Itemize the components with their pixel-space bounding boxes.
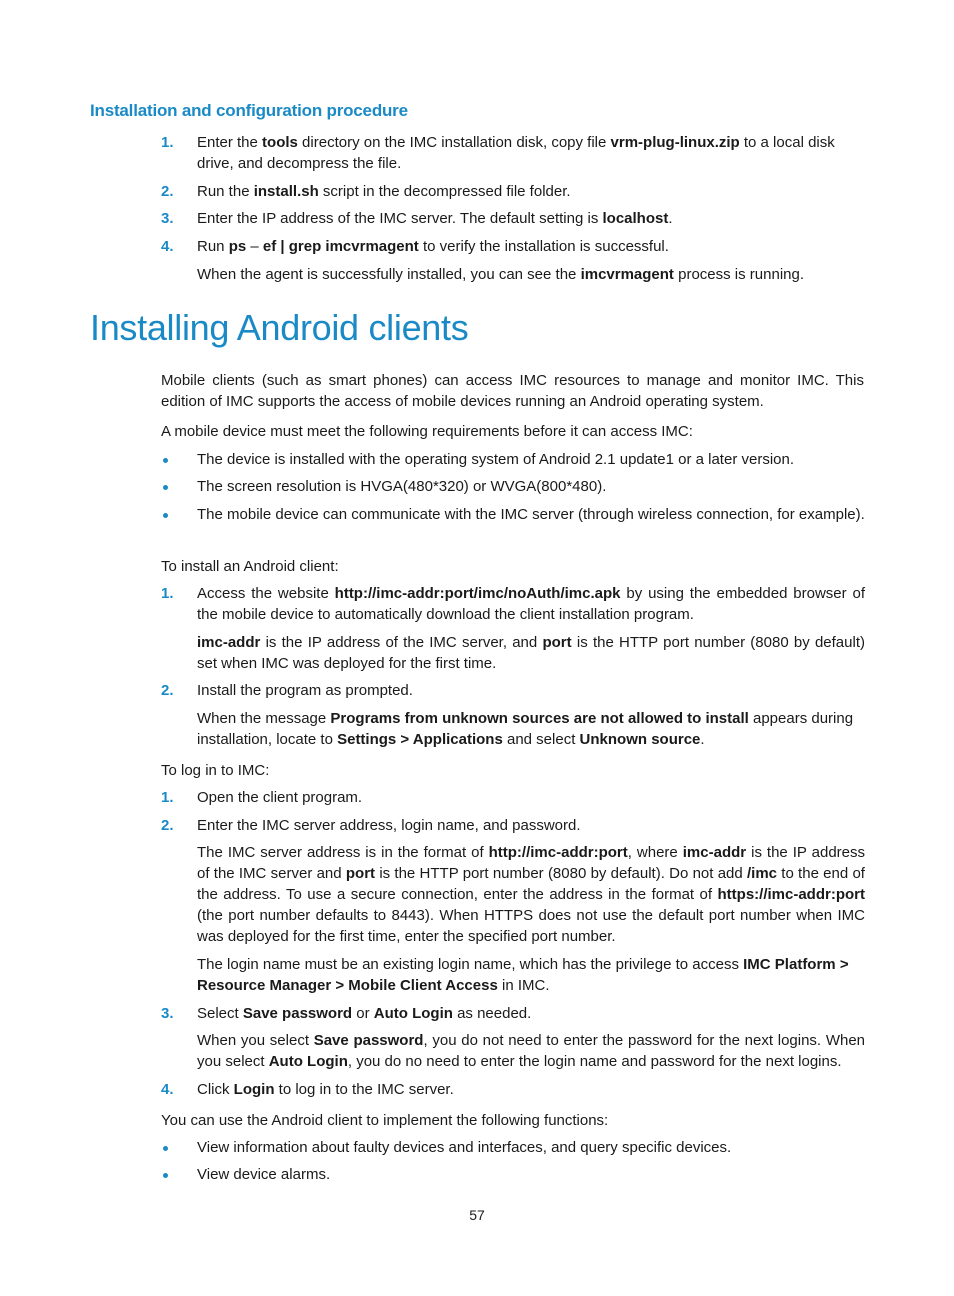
functions-lead: You can use the Android client to implement the following functions: bbox=[161, 1112, 609, 1129]
procedure-step-2: Run the install.sh script in the decompressed file folder. bbox=[197, 183, 571, 200]
bullet-icon bbox=[163, 1146, 168, 1151]
function-item: View information about faulty devices and interfaces, and query specific devices. bbox=[197, 1139, 732, 1156]
step-number: 3. bbox=[161, 210, 174, 227]
procedure-step-4: Run ps – ef | grep imcvrmagent to verify the installation is successful. bbox=[197, 238, 669, 255]
step-number: 4. bbox=[161, 238, 174, 255]
step-number: 2. bbox=[161, 183, 174, 200]
chapter-title: Installing Android clients bbox=[90, 307, 469, 348]
bullet-icon bbox=[163, 1173, 168, 1178]
step-number: 1. bbox=[161, 134, 174, 151]
intro-paragraph: Mobile clients (such as smart phones) can access IMC resources to manage and monitor IMC. This edition of IMC supports the access of mobile devices running an Android operating system. bbox=[161, 372, 864, 410]
login-lead: To log in to IMC: bbox=[161, 762, 270, 779]
section-title: Installation and configuration procedure bbox=[90, 101, 408, 120]
step-number: 1. bbox=[161, 585, 174, 602]
install-step-1-note: imc-addr is the IP address of the IMC server, and port is the HTTP port number (8080 by default) set when IMC was deployed for the first time. bbox=[197, 634, 865, 672]
install-step-2-note: When the message Programs from unknown sources are not allowed to install appears during installation, locate to Settings > Applications and select Unknown source. bbox=[197, 710, 854, 748]
bullet-icon bbox=[163, 513, 168, 518]
step-number: 2. bbox=[161, 682, 174, 699]
step-number: 1. bbox=[161, 789, 174, 806]
requirements-lead: A mobile device must meet the following requirements before it can access IMC: bbox=[161, 423, 693, 440]
procedure-step-1: Enter the tools directory on the IMC installation disk, copy file vrm-plug-linux.zip to a local disk drive, and decompress the file. bbox=[197, 134, 835, 172]
function-item: View device alarms. bbox=[197, 1166, 331, 1183]
procedure-note: When the agent is successfully installed, you can see the imcvrmagent process is running. bbox=[197, 266, 805, 283]
install-lead: To install an Android client: bbox=[161, 558, 339, 575]
login-step-3-note: When you select Save password, you do not need to enter the password for the next logins. When you select Auto Login, you do no need to enter the login name and password for the next logins. bbox=[197, 1032, 866, 1070]
login-step-3: Select Save password or Auto Login as needed. bbox=[197, 1005, 532, 1022]
page-number: 57 bbox=[469, 1207, 485, 1223]
login-step-4: Click Login to log in to the IMC server. bbox=[197, 1081, 454, 1098]
requirement-item: The device is installed with the operating system of Android 2.1 update1 or a later version. bbox=[197, 451, 795, 468]
bullet-icon bbox=[163, 485, 168, 490]
bullet-icon bbox=[163, 458, 168, 463]
login-step-2-note: The IMC server address is in the format of http://imc-addr:port, where imc-addr is the IP address of the IMC server and port is the HTTP port number (8080 by default). Do not add /imc to the end of the address. To use a secure connection, enter the address in the format of https://imc-addr:port (the port number defaults to 8443). When HTTPS does not use the default port number when IMC was deployed for the first time, enter the specified port number. bbox=[197, 844, 866, 945]
step-number: 4. bbox=[161, 1081, 174, 1098]
step-number: 2. bbox=[161, 817, 174, 834]
requirement-item: The screen resolution is HVGA(480*320) or WVGA(800*480). bbox=[197, 478, 607, 495]
requirement-item: The mobile device can communicate with the IMC server (through wireless connection, for example). bbox=[197, 506, 865, 523]
install-step-1: Access the website http://imc-addr:port/imc/noAuth/imc.apk by using the embedded browser of the mobile device to automatically download the client installation program. bbox=[197, 585, 865, 623]
login-step-2-note2: The login name must be an existing login name, which has the privilege to access IMC Platform > Resource Manager > Mobile Client Access in IMC. bbox=[197, 956, 849, 994]
step-number: 3. bbox=[161, 1005, 174, 1022]
login-step-2: Enter the IMC server address, login name, and password. bbox=[197, 817, 581, 834]
procedure-step-3: Enter the IP address of the IMC server. The default setting is localhost. bbox=[197, 210, 673, 227]
install-step-2: Install the program as prompted. bbox=[197, 682, 413, 699]
login-step-1: Open the client program. bbox=[197, 789, 363, 806]
